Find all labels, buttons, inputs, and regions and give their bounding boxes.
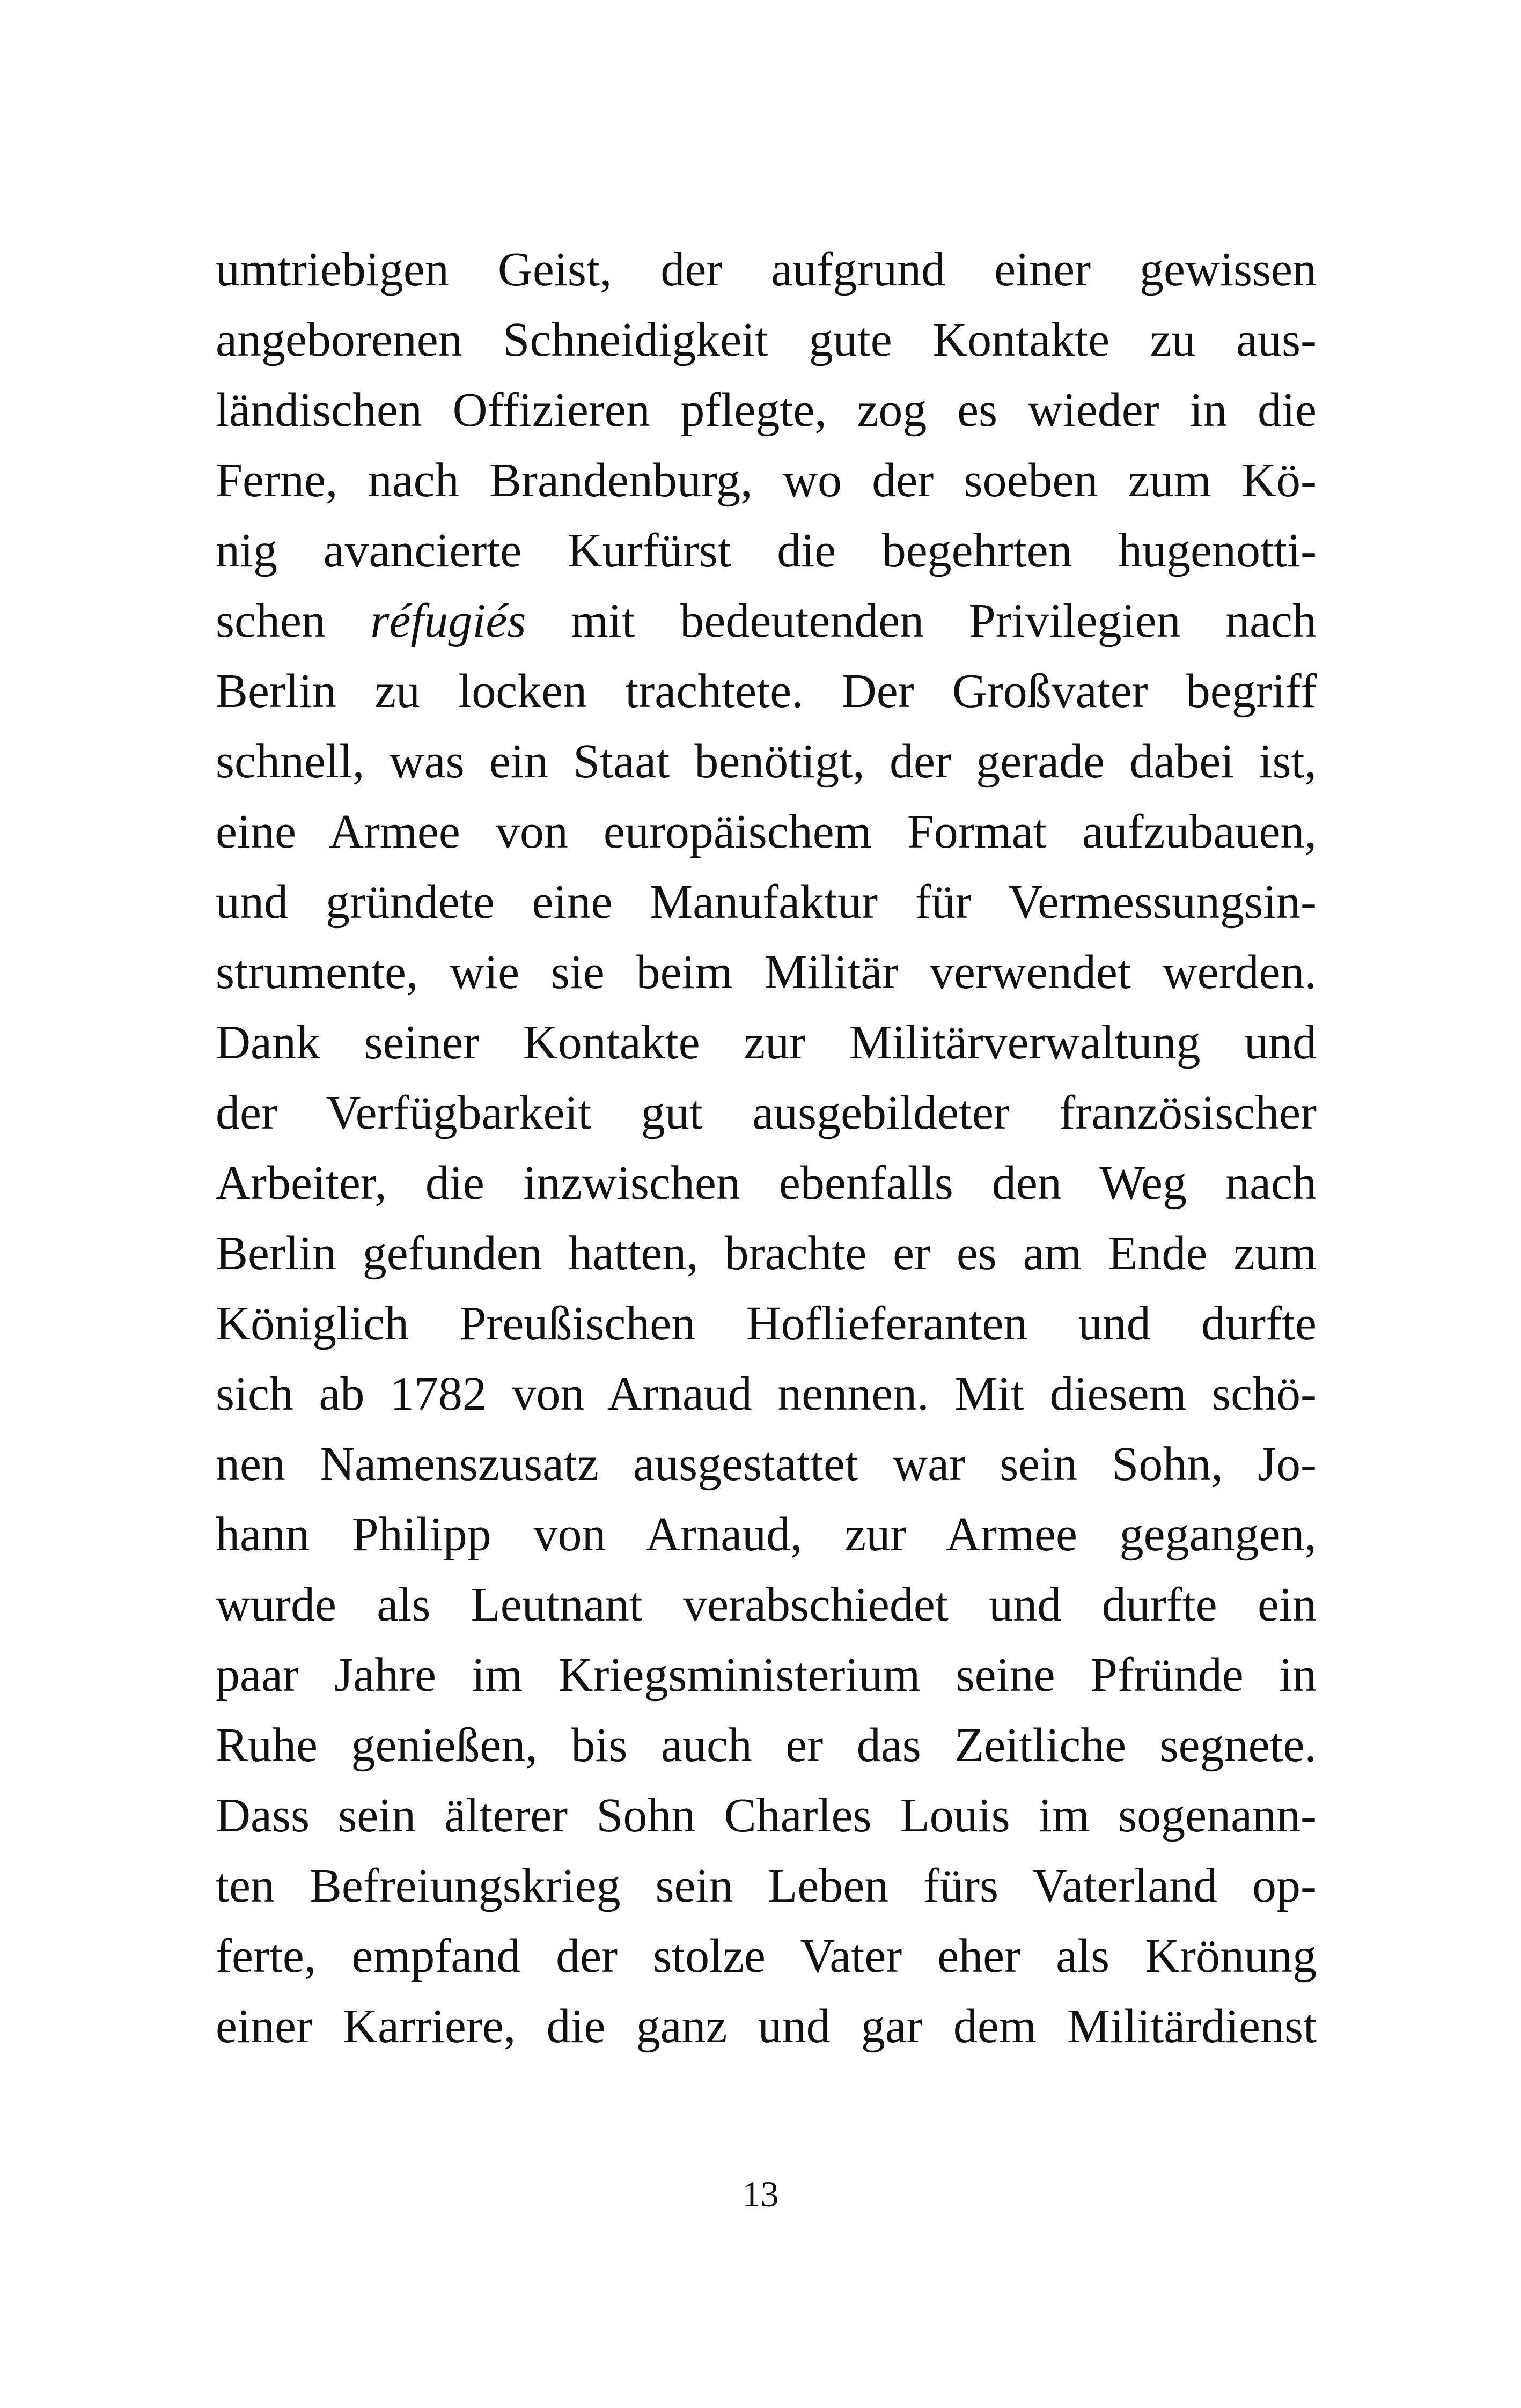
text-line-23: Dass sein älterer Sohn Charles Louis im sogenann- xyxy=(216,1789,1317,1842)
text-line-12: Dank seiner Kontakte zur Militärverwaltung und xyxy=(216,1016,1317,1069)
text-line-18: nen Namenszusatz ausgestattet war sein Sohn, Jo- xyxy=(216,1438,1317,1491)
text-line-15: Berlin gefunden hatten, brachte er es am Ende zum xyxy=(216,1227,1317,1280)
text-line-14: Arbeiter, die inzwischen ebenfalls den Weg nach xyxy=(216,1157,1317,1210)
text-line-4: Ferne, nach Brandenburg, wo der soeben zum Kö- xyxy=(216,454,1317,507)
text-line-26: einer Karriere, die ganz und gar dem Militärdienst xyxy=(216,2000,1317,2053)
italic-term: réfugiés xyxy=(370,594,526,647)
text-line-9: eine Armee von europäischem Format aufzubauen, xyxy=(216,805,1317,858)
text-line-19: hann Philipp von Arnaud, zur Armee gegangen, xyxy=(216,1508,1317,1561)
text-line-13: der Verfügbarkeit gut ausgebildeter französischer xyxy=(216,1086,1317,1139)
text-line-10: und gründete eine Manufaktur für Vermessungsin- xyxy=(216,875,1317,929)
text-line-8: schnell, was ein Staat benötigt, der gerade dabei ist, xyxy=(216,735,1317,788)
text-line-11: strumente, wie sie beim Militär verwendet werden. xyxy=(216,946,1317,999)
text-line-16: Königlich Preußischen Hoflieferanten und durfte xyxy=(216,1297,1317,1350)
text-line-22: Ruhe genießen, bis auch er das Zeitliche segnete. xyxy=(216,1719,1317,1772)
text-line-20: wurde als Leutnant verabschiedet und durfte ein xyxy=(216,1578,1317,1631)
text-line-6 xyxy=(216,586,1317,656)
text-line-7: Berlin zu locken trachtete. Der Großvater begriff xyxy=(216,665,1317,718)
text-line-3: ländischen Offizieren pflegte, zog es wieder in die xyxy=(216,384,1317,437)
text-line-25: ferte, empfand der stolze Vater eher als Krönung xyxy=(216,1930,1317,1983)
body-text xyxy=(216,234,1317,2061)
text-line-5: nig avancierte Kurfürst die begehrten hugenotti- xyxy=(216,524,1317,577)
text-line-1: umtriebigen Geist, der aufgrund einer gewissen xyxy=(216,243,1317,296)
text-line-2: angeborenen Schneidigkeit gute Kontakte zu aus- xyxy=(216,313,1317,366)
page-number: 13 xyxy=(742,2174,779,2214)
text-line-6-end: mit bedeutenden Privilegien nach xyxy=(570,594,1317,647)
text-line-6-start: schen xyxy=(216,594,326,647)
text-line-21: paar Jahre im Kriegsministerium seine Pfründe in xyxy=(216,1648,1317,1702)
text-line-24: ten Befreiungskrieg sein Leben fürs Vaterland op- xyxy=(216,1859,1317,1912)
text-line-17: sich ab 1782 von Arnaud nennen. Mit diesem schö- xyxy=(216,1367,1317,1420)
